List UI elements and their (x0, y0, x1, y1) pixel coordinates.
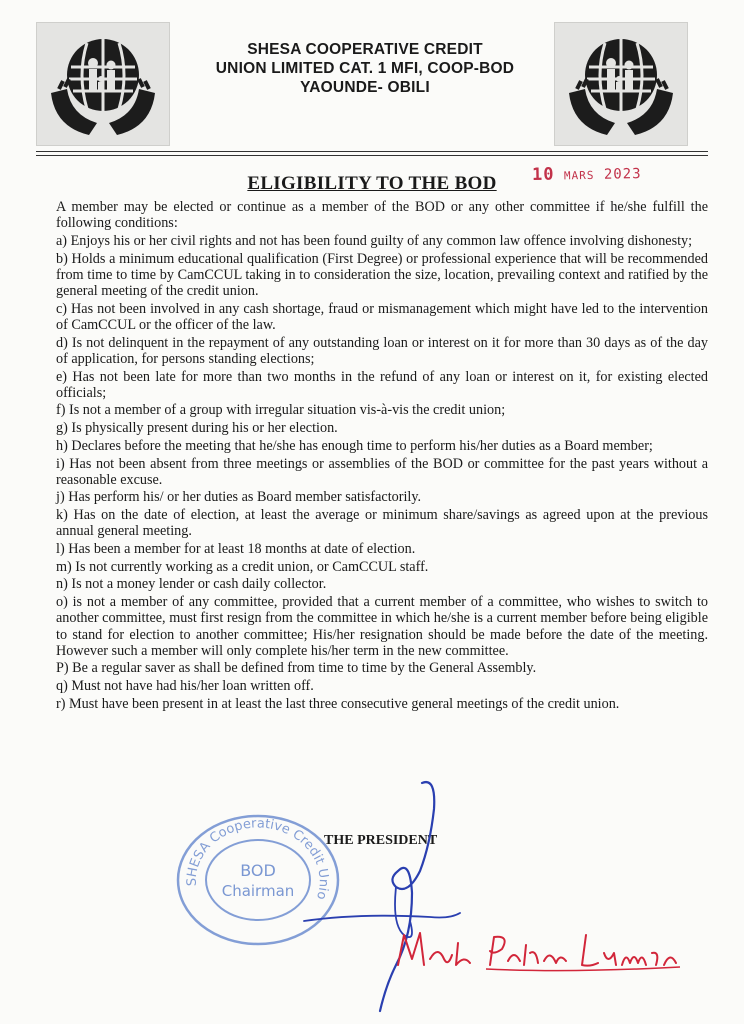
document-title-text: ELIGIBILITY TO THE BOD (247, 173, 497, 194)
seal-ring-text: SHESA Cooperative Credit Unio (184, 816, 331, 902)
logo-right (554, 22, 688, 146)
condition-item: o) is not a member of any committee, provided that a current member of a committee, who wishes to switch to another committee, must first resign from the committee in which he/she is a current member before being eligible to stand for election to another committee; His/her resignation should be made before the date of the meeting. However such a member will only complete his/her term in the new committee. (56, 594, 708, 659)
condition-item: a) Enjoys his or her civil rights and not has been found guilty of any common law offence involving dishonesty; (56, 232, 693, 249)
condition-item: r) Must have been present in at least the last three consecutive general meetings of the credit union. (56, 695, 620, 712)
condition-item: e) Has not been late for more than two months in the refund of any loan or interest on it, for existing elected officials; (56, 368, 708, 401)
document-body (56, 199, 708, 714)
condition-item: g) Is physically present during his or her election. (56, 420, 338, 437)
letterhead-line-1: SHESA COOPERATIVE CREDIT (247, 41, 483, 58)
hands-holding-globe-icon (555, 23, 687, 145)
handwritten-signature-icon (300, 775, 480, 1015)
condition-item: k) Has on the date of election, at least the average or minimum share/savings as agreed upon at the previous annual general meeting. (56, 507, 708, 540)
condition-item: P) Be a regular saver as shall be defined from time to time by the General Assembly. (56, 660, 537, 677)
intro-paragraph: A member may be elected or continue as a member of the BOD or any other committee if he/she fulfill the following conditions: (56, 199, 708, 232)
letterhead (180, 40, 550, 97)
condition-item: l) Has been a member for at least 18 months at date of election. (56, 541, 416, 558)
header-divider-bottom (36, 155, 708, 156)
condition-item: h) Declares before the meeting that he/she has enough time to perform his/her duties as a Board member; (56, 437, 653, 454)
handwritten-name-signature (390, 925, 690, 975)
condition-item: n) Is not a money lender or cash daily collector. (56, 576, 327, 593)
condition-item: i) Has not been absent from three meetings or assemblies of the BOD or committee for the past years without a reasonable excuse. (56, 455, 708, 488)
handwritten-name (390, 925, 690, 975)
seal-center-line-2: Chairman (221, 882, 295, 900)
header-divider-top (36, 151, 708, 152)
condition-item: j) Has perform his/ or her duties as Board member satisfactorily. (56, 489, 422, 506)
seal-center-line-1: BOD (240, 861, 276, 880)
logo-left (36, 22, 170, 146)
hands-holding-globe-icon (37, 23, 169, 145)
condition-item: q) Must not have had his/her loan written off. (56, 678, 314, 695)
date-stamp (532, 163, 642, 185)
letterhead-line-3: YAOUNDE- OBILI (300, 79, 430, 96)
date-stamp-month: MARS (563, 168, 595, 183)
condition-item: f) Is not a member of a group with irregular situation vis-à-vis the credit union; (56, 402, 506, 419)
condition-item: m) Is not currently working as a credit union, or CamCCUL staff. (56, 558, 429, 575)
signatory-label: THE PRESIDENT (324, 833, 438, 848)
date-stamp-year: 2023 (603, 166, 642, 183)
condition-item: b) Holds a minimum educational qualification (First Degree) or professional experience that will be recommended from time to time by CamCCUL taking in to consideration the size, location, prevailing context and ratified by the general meeting of the credit union. (56, 250, 708, 300)
condition-item: c) Has not been involved in any cash shortage, fraud or mismanagement which might have led to the intervention of CamCCUL or the officer of the law. (56, 300, 708, 333)
date-stamp-day: 10 (531, 164, 555, 185)
signature (300, 775, 480, 1015)
letterhead-line-2: UNION LIMITED CAT. 1 MFI, COOP-BOD (215, 60, 515, 77)
condition-item: d) Is not delinquent in the repayment of any outstanding loan or interest on it for more than 30 days as of the day of application, for persons standing elections; (56, 334, 708, 367)
